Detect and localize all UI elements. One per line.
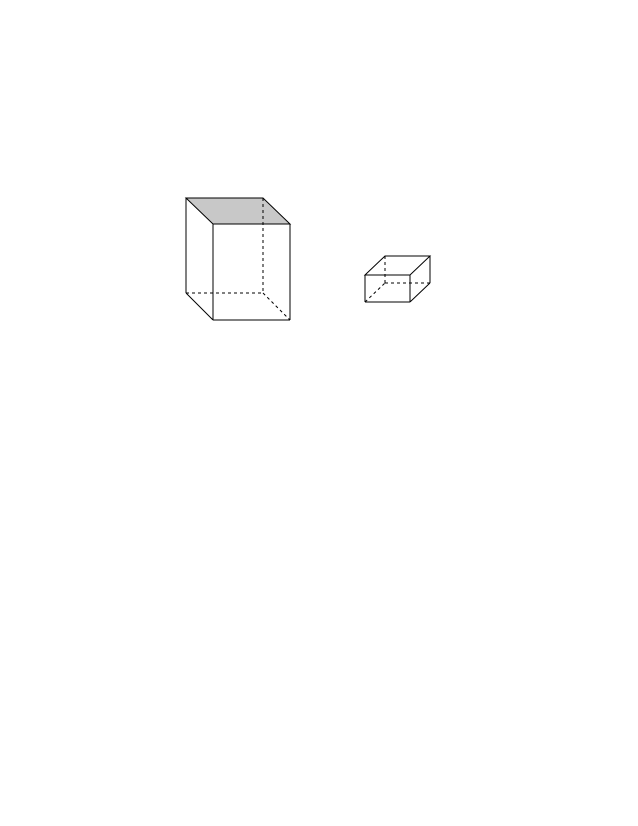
option-c[interactable]: [170, 549, 193, 566]
option-b[interactable]: [170, 532, 193, 549]
answer-options: [170, 515, 193, 583]
option-letter: [170, 532, 193, 549]
option-a[interactable]: [170, 515, 193, 532]
cuboid-l-top: [365, 256, 430, 275]
option-letter: [170, 566, 193, 583]
option-letter: [170, 549, 193, 566]
option-d[interactable]: [170, 566, 193, 583]
cuboid-k-shaded-top: [186, 198, 290, 224]
option-letter: [170, 515, 193, 532]
